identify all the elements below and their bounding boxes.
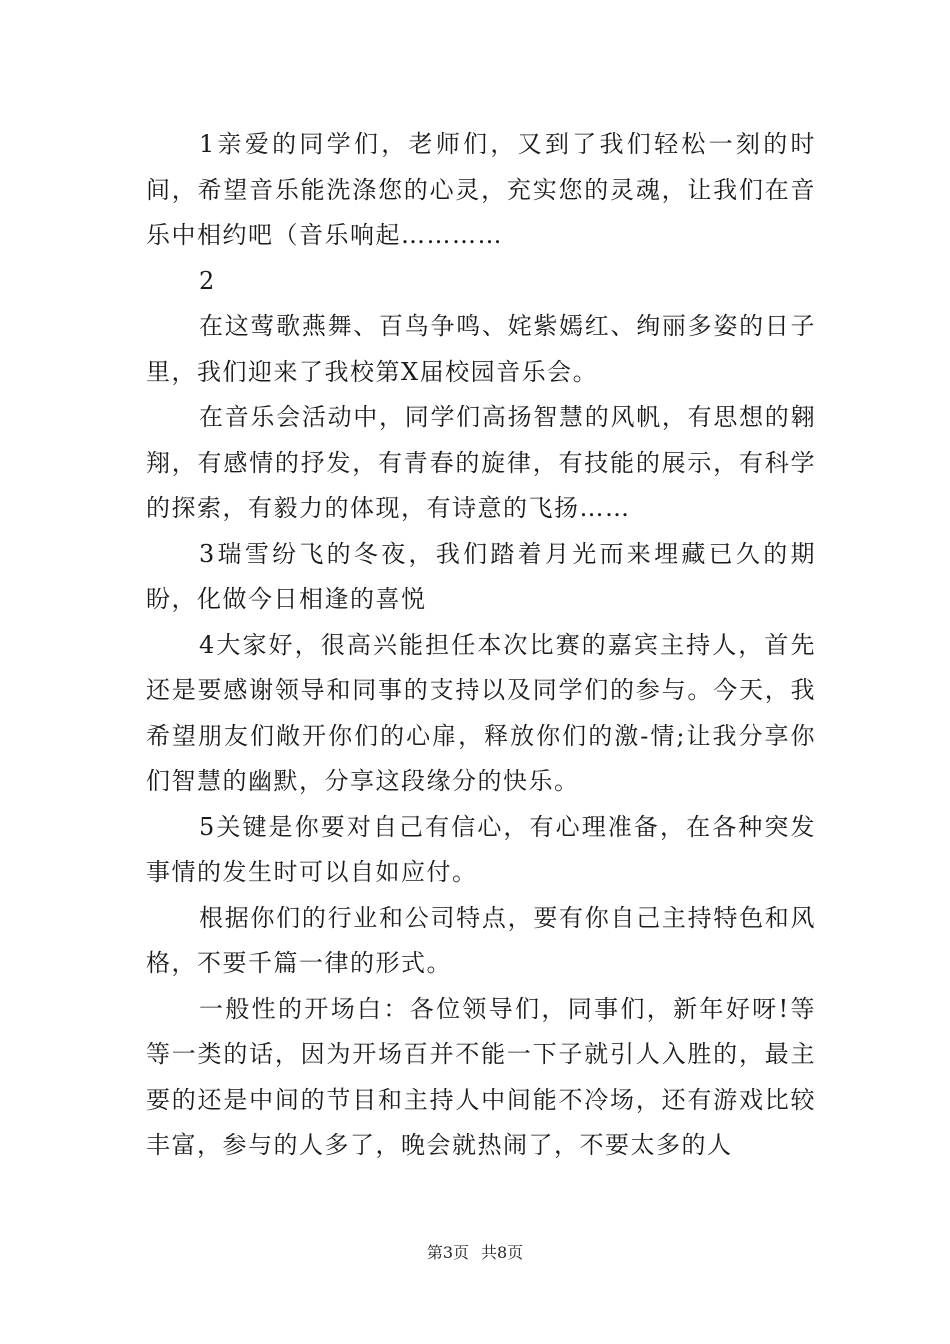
paragraph-3: 在这莺歌燕舞、百鸟争鸣、姹紫嫣红、绚丽多姿的日子里，我们迎来了我校第X届校园音乐会。 xyxy=(146,312,816,386)
page-number: 第3页 xyxy=(426,1243,469,1262)
paragraph-2: 2 xyxy=(199,266,216,295)
paragraph-5: 3瑞雪纷飞的冬夜，我们踏着月光而来埋藏已久的期盼，化做今日相逢的喜悦 xyxy=(146,539,816,613)
paragraph-6: 4大家好，很高兴能担任本次比赛的嘉宾主持人，首先还是要感谢领导和同事的支持以及同学们的参与。今天，我希望朋友们敞开你们的心扉，释放你们的激-情;让我分享你们智慧的幽默，分享这段缘分的快乐。 xyxy=(146,630,816,795)
document-body xyxy=(146,122,816,1169)
paragraph-1: 1亲爱的同学们，老师们，又到了我们轻松一刻的时间，希望音乐能洗涤您的心灵，充实您的灵魂，让我们在音乐中相约吧（音乐响起………… xyxy=(146,130,816,249)
paragraph-9: 一般性的开场白：各位领导们，同事们，新年好呀!等等一类的话，因为开场百并不能一下子就引人入胜的，最主要的还是中间的节目和主持人中间能不冷场，还有游戏比较丰富，参与的人多了，晚会就热闹了，不要太多的人 xyxy=(146,994,816,1159)
page-total: 共8页 xyxy=(481,1243,524,1262)
paragraph-4: 在音乐会活动中，同学们高扬智慧的风帆，有思想的翱翔，有感情的抒发，有青春的旋律，有技能的展示，有科学的探索，有毅力的体现，有诗意的飞扬…… xyxy=(146,403,816,522)
paragraph-8: 根据你们的行业和公司特点，要有你自己主持特色和风格，不要千篇一律的形式。 xyxy=(146,903,816,977)
page-footer xyxy=(0,1243,950,1263)
paragraph-7: 5关键是你要对自己有信心，有心理准备，在各种突发事情的发生时可以自如应付。 xyxy=(146,812,816,886)
